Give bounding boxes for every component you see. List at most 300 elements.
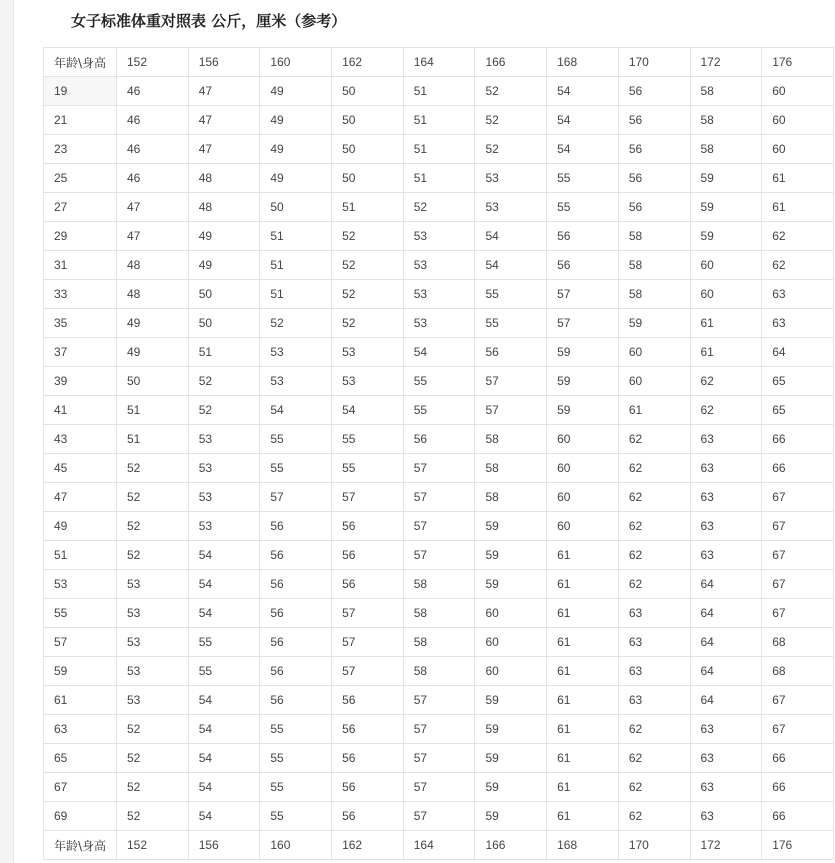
weight-cell: 58: [403, 599, 475, 628]
weight-cell: 63: [618, 686, 690, 715]
weight-cell: 58: [690, 135, 762, 164]
weight-cell: 54: [188, 802, 260, 831]
weight-cell: 56: [618, 77, 690, 106]
weight-cell: 66: [762, 773, 834, 802]
weight-cell: 51: [260, 251, 332, 280]
weight-cell: 58: [403, 657, 475, 686]
age-cell: 57: [44, 628, 117, 657]
weight-cell: 54: [260, 396, 332, 425]
weight-cell: 56: [618, 106, 690, 135]
age-cell: 53: [44, 570, 117, 599]
weight-cell: 60: [547, 483, 619, 512]
weight-cell: 53: [403, 280, 475, 309]
weight-cell: 52: [117, 483, 189, 512]
header-label-cell: 年龄\身高: [44, 48, 117, 77]
weight-cell: 65: [762, 396, 834, 425]
table-row: [44, 773, 834, 802]
table-row: [44, 541, 834, 570]
weight-cell: 59: [618, 309, 690, 338]
weight-cell: 52: [403, 193, 475, 222]
age-cell: 49: [44, 512, 117, 541]
weight-cell: 56: [332, 802, 404, 831]
weight-cell: 59: [475, 773, 547, 802]
weight-cell: 58: [475, 483, 547, 512]
height-header-cell: 172: [690, 48, 762, 77]
weight-cell: 64: [690, 628, 762, 657]
footer-label-cell: 年龄\身高: [44, 831, 117, 860]
weight-cell: 49: [188, 222, 260, 251]
weight-cell: 53: [475, 164, 547, 193]
age-cell: 37: [44, 338, 117, 367]
weight-cell: 53: [117, 686, 189, 715]
weight-cell: 52: [475, 135, 547, 164]
weight-cell: 55: [332, 454, 404, 483]
weight-cell: 56: [332, 773, 404, 802]
table-row: [44, 367, 834, 396]
weight-cell: 60: [547, 512, 619, 541]
weight-cell: 50: [188, 280, 260, 309]
weight-cell: 55: [475, 309, 547, 338]
table-row: [44, 164, 834, 193]
weight-cell: 62: [618, 512, 690, 541]
weight-cell: 66: [762, 802, 834, 831]
height-footer-cell: 166: [475, 831, 547, 860]
weight-cell: 60: [618, 338, 690, 367]
weight-cell: 61: [547, 657, 619, 686]
table-row: [44, 280, 834, 309]
table-row: [44, 309, 834, 338]
weight-cell: 56: [260, 628, 332, 657]
weight-cell: 58: [618, 222, 690, 251]
weight-cell: 53: [188, 425, 260, 454]
weight-cell: 59: [547, 396, 619, 425]
weight-cell: 47: [117, 222, 189, 251]
weight-cell: 58: [403, 570, 475, 599]
weight-cell: 63: [690, 715, 762, 744]
table-row: [44, 512, 834, 541]
weight-cell: 52: [332, 222, 404, 251]
weight-cell: 67: [762, 512, 834, 541]
weight-cell: 49: [188, 251, 260, 280]
weight-cell: 51: [403, 164, 475, 193]
weight-cell: 53: [260, 338, 332, 367]
weight-cell: 53: [403, 222, 475, 251]
weight-cell: 46: [117, 135, 189, 164]
weight-cell: 57: [260, 483, 332, 512]
weight-cell: 53: [332, 367, 404, 396]
weight-cell: 53: [117, 628, 189, 657]
weight-cell: 54: [188, 570, 260, 599]
weight-cell: 54: [188, 686, 260, 715]
weight-cell: 54: [475, 251, 547, 280]
age-cell: 25: [44, 164, 117, 193]
weight-cell: 57: [403, 541, 475, 570]
weight-cell: 60: [762, 106, 834, 135]
weight-cell: 54: [403, 338, 475, 367]
weight-cell: 58: [403, 628, 475, 657]
weight-cell: 56: [403, 425, 475, 454]
table-row: [44, 454, 834, 483]
weight-cell: 52: [332, 251, 404, 280]
height-header-cell: 176: [762, 48, 834, 77]
weight-cell: 58: [690, 106, 762, 135]
age-cell: 61: [44, 686, 117, 715]
table-row: [44, 251, 834, 280]
weight-cell: 62: [618, 454, 690, 483]
weight-cell: 60: [762, 135, 834, 164]
height-header-cell: 164: [403, 48, 475, 77]
weight-cell: 53: [117, 570, 189, 599]
weight-cell: 59: [475, 541, 547, 570]
weight-cell: 54: [188, 599, 260, 628]
weight-cell: 66: [762, 744, 834, 773]
weight-cell: 61: [547, 802, 619, 831]
weight-cell: 49: [260, 106, 332, 135]
weight-cell: 54: [188, 744, 260, 773]
weight-cell: 50: [260, 193, 332, 222]
weight-cell: 59: [547, 338, 619, 367]
age-cell: 41: [44, 396, 117, 425]
weight-cell: 53: [260, 367, 332, 396]
height-footer-cell: 152: [117, 831, 189, 860]
weight-cell: 63: [690, 541, 762, 570]
weight-cell: 57: [403, 483, 475, 512]
weight-cell: 49: [117, 338, 189, 367]
weight-cell: 52: [117, 541, 189, 570]
weight-cell: 57: [332, 628, 404, 657]
weight-cell: 59: [475, 512, 547, 541]
weight-cell: 50: [332, 164, 404, 193]
weight-cell: 57: [403, 744, 475, 773]
height-header-cell: 152: [117, 48, 189, 77]
weight-cell: 63: [690, 454, 762, 483]
age-cell: 47: [44, 483, 117, 512]
weight-cell: 55: [260, 425, 332, 454]
weight-cell: 57: [403, 773, 475, 802]
weight-cell: 63: [618, 599, 690, 628]
table-row: [44, 222, 834, 251]
weight-cell: 62: [618, 773, 690, 802]
weight-cell: 50: [117, 367, 189, 396]
weight-cell: 53: [117, 599, 189, 628]
weight-cell: 63: [690, 425, 762, 454]
weight-cell: 67: [762, 686, 834, 715]
weight-cell: 66: [762, 425, 834, 454]
weight-cell: 63: [690, 483, 762, 512]
height-footer-cell: 170: [618, 831, 690, 860]
weight-cell: 55: [547, 164, 619, 193]
age-cell: 55: [44, 599, 117, 628]
age-cell: 69: [44, 802, 117, 831]
table-row: [44, 715, 834, 744]
weight-cell: 56: [332, 744, 404, 773]
weight-cell: 52: [332, 309, 404, 338]
age-cell: 27: [44, 193, 117, 222]
weight-cell: 52: [117, 744, 189, 773]
weight-cell: 60: [547, 454, 619, 483]
height-footer-cell: 156: [188, 831, 260, 860]
weight-cell: 62: [618, 425, 690, 454]
age-cell: 19: [44, 77, 117, 106]
weight-cell: 51: [260, 222, 332, 251]
height-footer-cell: 172: [690, 831, 762, 860]
weight-cell: 57: [475, 367, 547, 396]
weight-cell: 56: [475, 338, 547, 367]
weight-cell: 53: [188, 483, 260, 512]
weight-cell: 56: [332, 541, 404, 570]
weight-cell: 56: [332, 715, 404, 744]
age-cell: 21: [44, 106, 117, 135]
table-row: [44, 657, 834, 686]
weight-cell: 59: [690, 164, 762, 193]
weight-cell: 57: [403, 802, 475, 831]
footer-row: [44, 831, 834, 860]
weight-cell: 60: [547, 425, 619, 454]
weight-cell: 46: [117, 164, 189, 193]
weight-cell: 54: [188, 541, 260, 570]
weight-cell: 60: [762, 77, 834, 106]
weight-cell: 63: [618, 628, 690, 657]
height-footer-cell: 160: [260, 831, 332, 860]
weight-cell: 61: [547, 686, 619, 715]
table-row: [44, 425, 834, 454]
weight-cell: 57: [403, 512, 475, 541]
weight-cell: 64: [690, 657, 762, 686]
weight-cell: 55: [403, 367, 475, 396]
weight-cell: 49: [260, 164, 332, 193]
weight-cell: 47: [188, 135, 260, 164]
table-row: [44, 396, 834, 425]
weight-cell: 54: [547, 106, 619, 135]
weight-cell: 54: [547, 135, 619, 164]
age-cell: 39: [44, 367, 117, 396]
weight-cell: 67: [762, 715, 834, 744]
weight-cell: 58: [618, 280, 690, 309]
age-cell: 23: [44, 135, 117, 164]
weight-cell: 55: [403, 396, 475, 425]
weight-cell: 51: [403, 77, 475, 106]
weight-cell: 61: [547, 773, 619, 802]
table-row: [44, 570, 834, 599]
weight-cell: 60: [475, 657, 547, 686]
weight-cell: 61: [690, 309, 762, 338]
weight-cell: 57: [332, 599, 404, 628]
weight-cell: 51: [117, 396, 189, 425]
age-cell: 29: [44, 222, 117, 251]
weight-cell: 63: [762, 280, 834, 309]
weight-cell: 51: [117, 425, 189, 454]
page-title: 女子标准体重对照表 公斤，厘米（参考）: [71, 12, 347, 30]
weight-cell: 48: [188, 164, 260, 193]
weight-cell: 62: [618, 483, 690, 512]
weight-cell: 59: [475, 715, 547, 744]
weight-cell: 60: [690, 251, 762, 280]
weight-cell: 59: [547, 367, 619, 396]
weight-cell: 51: [332, 193, 404, 222]
weight-cell: 57: [332, 657, 404, 686]
age-cell: 45: [44, 454, 117, 483]
age-cell: 35: [44, 309, 117, 338]
weight-cell: 61: [690, 338, 762, 367]
weight-cell: 57: [403, 715, 475, 744]
weight-cell: 50: [332, 106, 404, 135]
weight-cell: 57: [547, 309, 619, 338]
weight-cell: 48: [117, 251, 189, 280]
weight-cell: 56: [260, 541, 332, 570]
height-header-cell: 170: [618, 48, 690, 77]
weight-cell: 64: [690, 599, 762, 628]
weight-cell: 63: [690, 512, 762, 541]
table-row: [44, 135, 834, 164]
weight-cell: 62: [618, 570, 690, 599]
height-header-cell: 160: [260, 48, 332, 77]
weight-cell: 52: [260, 309, 332, 338]
weight-cell: 65: [762, 367, 834, 396]
weight-cell: 62: [618, 802, 690, 831]
weight-cell: 47: [117, 193, 189, 222]
weight-cell: 61: [618, 396, 690, 425]
weight-cell: 58: [475, 454, 547, 483]
weight-cell: 62: [618, 744, 690, 773]
weight-cell: 60: [690, 280, 762, 309]
weight-cell: 67: [762, 541, 834, 570]
weight-cell: 61: [547, 541, 619, 570]
age-cell: 31: [44, 251, 117, 280]
age-cell: 65: [44, 744, 117, 773]
weight-cell: 57: [475, 396, 547, 425]
weight-cell: 49: [117, 309, 189, 338]
weight-cell: 54: [188, 773, 260, 802]
weight-cell: 62: [762, 222, 834, 251]
weight-cell: 61: [547, 628, 619, 657]
weight-cell: 52: [117, 454, 189, 483]
weight-cell: 58: [618, 251, 690, 280]
weight-cell: 62: [618, 715, 690, 744]
weight-cell: 52: [117, 773, 189, 802]
weight-cell: 51: [403, 106, 475, 135]
weight-cell: 49: [260, 77, 332, 106]
weight-cell: 52: [475, 77, 547, 106]
weight-cell: 61: [547, 599, 619, 628]
weight-cell: 57: [547, 280, 619, 309]
weight-cell: 62: [690, 396, 762, 425]
weight-cell: 53: [403, 309, 475, 338]
weight-cell: 59: [690, 222, 762, 251]
weight-cell: 63: [618, 657, 690, 686]
weight-cell: 61: [547, 715, 619, 744]
weight-cell: 56: [618, 193, 690, 222]
weight-cell: 61: [547, 570, 619, 599]
table-row: [44, 106, 834, 135]
weight-cell: 67: [762, 599, 834, 628]
weight-cell: 52: [117, 802, 189, 831]
weight-cell: 54: [475, 222, 547, 251]
weight-cell: 47: [188, 77, 260, 106]
table-row: [44, 599, 834, 628]
age-cell: 51: [44, 541, 117, 570]
age-cell: 63: [44, 715, 117, 744]
age-cell: 67: [44, 773, 117, 802]
weight-cell: 50: [332, 135, 404, 164]
weight-cell: 56: [547, 222, 619, 251]
height-header-cell: 162: [332, 48, 404, 77]
weight-cell: 60: [475, 599, 547, 628]
weight-cell: 48: [117, 280, 189, 309]
weight-cell: 50: [332, 77, 404, 106]
weight-cell: 55: [260, 744, 332, 773]
weight-cell: 56: [618, 135, 690, 164]
weight-cell: 55: [188, 628, 260, 657]
weight-cell: 53: [188, 512, 260, 541]
weight-cell: 55: [475, 280, 547, 309]
weight-cell: 54: [547, 77, 619, 106]
weight-cell: 60: [475, 628, 547, 657]
weight-cell: 55: [260, 773, 332, 802]
weight-cell: 59: [475, 744, 547, 773]
age-cell: 59: [44, 657, 117, 686]
age-cell: 33: [44, 280, 117, 309]
weight-cell: 54: [332, 396, 404, 425]
weight-cell: 62: [690, 367, 762, 396]
weight-cell: 61: [547, 744, 619, 773]
weight-cell: 55: [260, 715, 332, 744]
weight-cell: 67: [762, 570, 834, 599]
weight-cell: 52: [188, 396, 260, 425]
age-cell: 43: [44, 425, 117, 454]
weight-cell: 56: [332, 570, 404, 599]
table-row: [44, 744, 834, 773]
weight-cell: 63: [690, 773, 762, 802]
weight-cell: 53: [475, 193, 547, 222]
height-header-cell: 168: [547, 48, 619, 77]
weight-cell: 64: [690, 686, 762, 715]
weight-cell: 51: [260, 280, 332, 309]
weight-cell: 68: [762, 628, 834, 657]
weight-cell: 59: [475, 570, 547, 599]
weight-cell: 63: [690, 744, 762, 773]
weight-cell: 66: [762, 454, 834, 483]
weight-cell: 50: [188, 309, 260, 338]
weight-cell: 49: [260, 135, 332, 164]
weight-cell: 62: [762, 251, 834, 280]
weight-cell: 68: [762, 657, 834, 686]
weight-cell: 55: [547, 193, 619, 222]
table-row: [44, 483, 834, 512]
weight-cell: 64: [762, 338, 834, 367]
weight-cell: 63: [762, 309, 834, 338]
weight-cell: 52: [475, 106, 547, 135]
weight-cell: 46: [117, 106, 189, 135]
weight-cell: 53: [403, 251, 475, 280]
weight-cell: 51: [403, 135, 475, 164]
header-row: [44, 48, 834, 77]
weight-cell: 57: [403, 454, 475, 483]
weight-cell: 56: [332, 686, 404, 715]
weight-cell: 62: [618, 541, 690, 570]
weight-cell: 52: [332, 280, 404, 309]
weight-cell: 67: [762, 483, 834, 512]
weight-cell: 56: [618, 164, 690, 193]
height-footer-cell: 162: [332, 831, 404, 860]
weight-cell: 64: [690, 570, 762, 599]
table-row: [44, 193, 834, 222]
table-row: [44, 686, 834, 715]
weight-cell: 53: [117, 657, 189, 686]
weight-cell: 56: [260, 512, 332, 541]
weight-cell: 57: [403, 686, 475, 715]
height-footer-cell: 176: [762, 831, 834, 860]
weight-cell: 59: [690, 193, 762, 222]
